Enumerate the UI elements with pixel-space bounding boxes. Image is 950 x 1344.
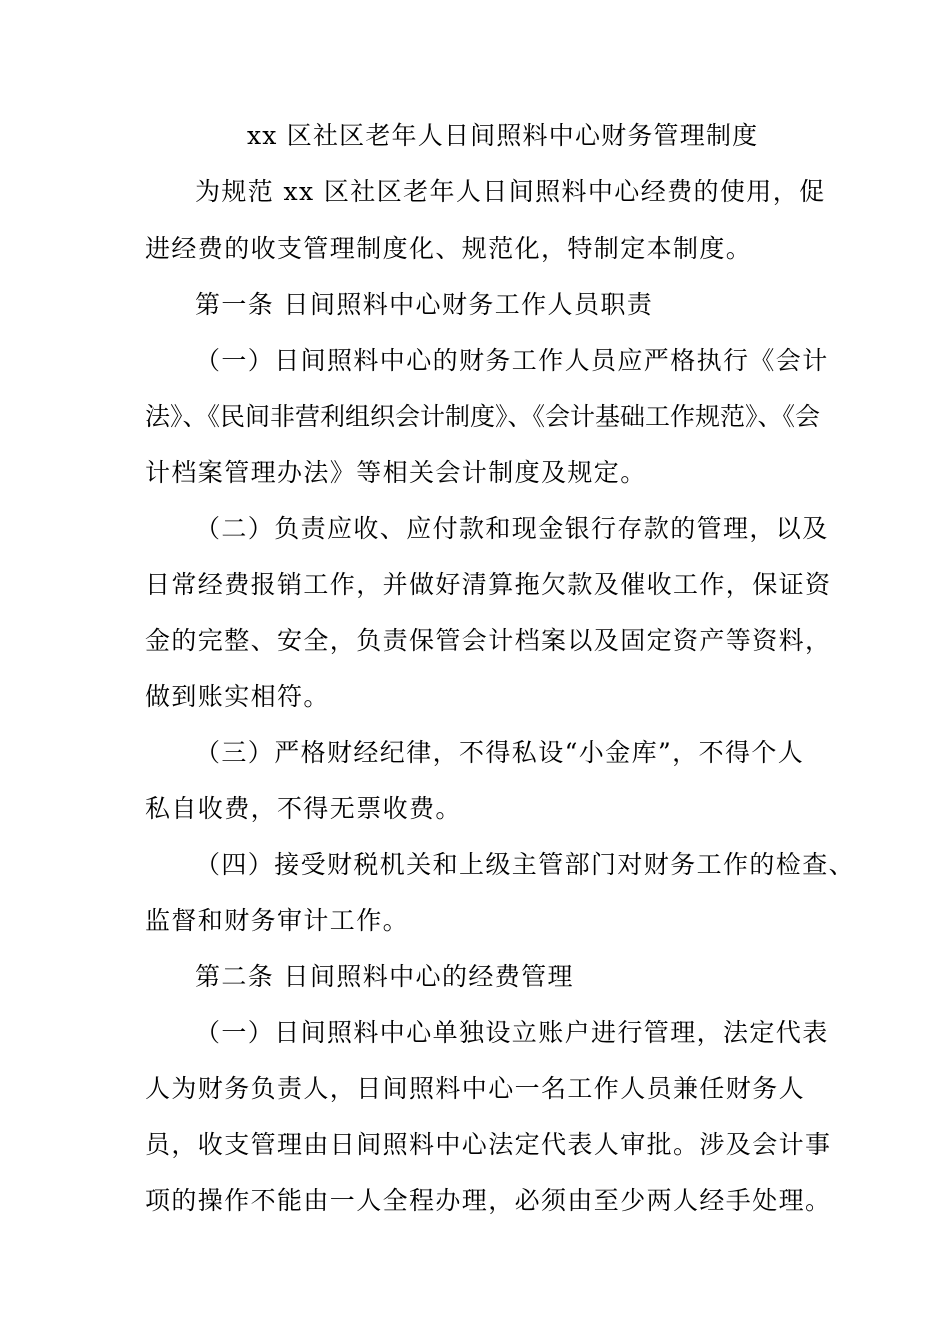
paragraph-line: 进经费的收支管理制度化、规范化，特制定本制度。 [145, 234, 753, 263]
paragraph-line: 做到账实相符。 [145, 682, 330, 711]
paragraph-line: （一）日间照料中心单独设立账户进行管理，法定代表 [195, 1018, 829, 1047]
paragraph-line: 计档案管理办法》等相关会计制度及规定。 [145, 458, 647, 487]
paragraph-line: 项的操作不能由一人全程办理，必须由至少两人经手处理。 [145, 1186, 832, 1215]
paragraph-line: （四）接受财税机关和上级主管部门对财务工作的检查、 [195, 850, 856, 879]
paragraph-line: 法》、《民间非营利组织会计制度》、《会计基础工作规范》、《会 [145, 402, 821, 431]
paragraph-line: （三）严格财经纪律，不得私设“小金库”，不得个人 [195, 738, 805, 767]
paragraph-line: （一）日间照料中心的财务工作人员应严格执行《会计 [195, 346, 829, 375]
paragraph-line: 日常经费报销工作，并做好清算拖欠款及催收工作，保证资 [145, 570, 832, 599]
paragraph-line: 金的完整、安全，负责保管会计档案以及固定资产等资料， [145, 626, 832, 655]
paragraph-line: 监督和财务审计工作。 [145, 906, 410, 935]
document-title: xx 区社区老年人日间照料中心财务管理制度 [247, 121, 759, 150]
paragraph-line: 人为财务负责人，日间照料中心一名工作人员兼任财务人 [145, 1074, 806, 1103]
paragraph-line: 私自收费，不得无票收费。 [145, 794, 462, 823]
paragraph-line: （二）负责应收、应付款和现金银行存款的管理，以及 [195, 514, 829, 543]
section-heading: 第二条 日间照料中心的经费管理 [195, 962, 574, 991]
paragraph-line: 员，收支管理由日间照料中心法定代表人审批。涉及会计事 [145, 1130, 832, 1159]
paragraph-line: 为规范 xx 区社区老年人日间照料中心经费的使用，促 [195, 177, 826, 206]
section-heading: 第一条 日间照料中心财务工作人员职责 [195, 290, 654, 319]
